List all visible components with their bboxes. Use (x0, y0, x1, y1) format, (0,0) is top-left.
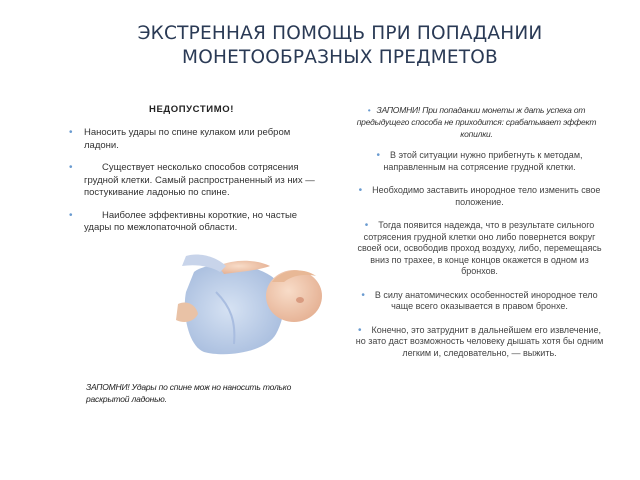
bullet-icon: • (361, 289, 365, 301)
bullet-icon: • (358, 185, 363, 196)
bullet-icon: • (358, 324, 362, 336)
left-bullet-text: Наносить удары по спине кулаком или ребром ладони. (84, 127, 291, 151)
right-bullet-text: Конечно, это затруднит в дальнейшем его извлечение, но зато даст возможность человеку дышать хотя бы одним легким и, следовательно, — выжить. (355, 324, 604, 358)
left-bullet (64, 162, 319, 200)
left-column (64, 104, 319, 245)
right-bullet (348, 290, 605, 313)
right-bullet-text: Необходимо заставить инородное тело изменить свое положение. (372, 185, 601, 207)
bullet-icon: • (367, 105, 371, 115)
bullet-icon: • (69, 209, 73, 221)
right-column (348, 104, 605, 371)
bullet-icon: • (69, 162, 73, 173)
right-bullet-text: В силу анатомических особенностей инородное тело чаще всего оказывается в правом бронхе. (374, 289, 598, 311)
bullet-icon: • (376, 150, 380, 161)
bullet-icon: • (69, 127, 73, 138)
right-bullet (348, 185, 605, 208)
title-line-1: ЭКСТРЕННАЯ ПОМОЩЬ ПРИ ПОПАДАНИИ (137, 23, 543, 44)
left-bullet (64, 210, 319, 235)
left-bullet-text: Наиболее эффективны короткие, но частые удары по межлопаточной области. (84, 209, 298, 233)
child-head (266, 270, 322, 322)
left-bullet-text: Существует несколько способов сотрясения грудной клетки. Самый распространенный из них — постукивание ладонью по спине. (84, 162, 315, 198)
back-blow-illustration (176, 252, 336, 362)
right-remember-text: ЗАПОМНИ! При попадании монеты ж дать успеха от предыдущего способа не приходится: срабатывает эффект копилки. (356, 105, 597, 139)
right-bullet (348, 325, 605, 360)
left-heading: НЕДОПУСТИМО! (148, 104, 234, 115)
left-bullet (64, 127, 319, 152)
slide-title (60, 22, 620, 70)
right-remember-note (348, 104, 605, 140)
right-bullet (348, 220, 605, 278)
right-bullet-text: Тогда появится надежда, что в результате сильного сотрясения грудной клетки оно либо повернется вокруг своей оси, освободив проход воздуху, либо, перемещаясь вниз по трахее, в конце концов окажется в одном из бронхов. (357, 220, 602, 276)
left-remember-note: ЗАПОМНИ! Удары по спине мож но наносить только раскрытой ладонью. (86, 382, 292, 404)
right-bullet (348, 150, 605, 173)
title-line-2: МОНЕТООБРАЗНЫХ ПРЕДМЕТОВ (182, 47, 498, 68)
bullet-icon: • (364, 220, 369, 231)
right-bullet-text: В этой ситуации нужно прибегнуть к методам, направленным на сотрясение грудной клетки. (383, 150, 583, 172)
